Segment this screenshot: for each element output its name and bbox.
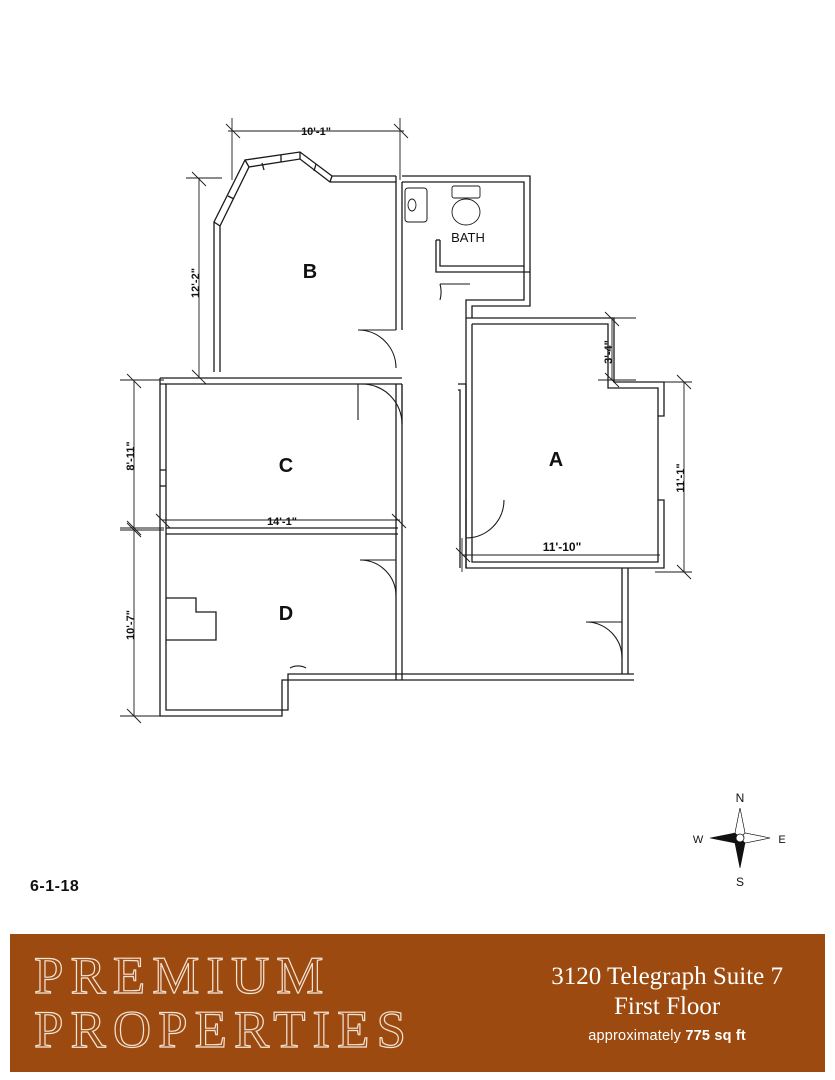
dimension-left-d: 10'-7" xyxy=(125,610,137,640)
dimension-left-b: 12'-2" xyxy=(190,268,202,298)
room-label-d: D xyxy=(278,603,294,625)
compass-west: W xyxy=(692,834,704,846)
room-label-c: C xyxy=(278,455,294,477)
property-floor: First Floor xyxy=(613,992,721,1020)
footer-banner xyxy=(10,934,825,1072)
dimension-top-b: 10'-1" xyxy=(301,126,331,138)
dimension-a-bottom: 11'-10" xyxy=(542,540,582,554)
brand-line-properties: PROPERTIES xyxy=(34,1001,413,1059)
dimension-left-c: 8'-11" xyxy=(125,441,137,471)
compass-north: N xyxy=(735,791,745,805)
door-swings xyxy=(290,284,622,668)
compass-east: E xyxy=(778,834,786,846)
dimension-a-right: 11'-1" xyxy=(675,463,687,493)
property-title-block xyxy=(551,962,803,1044)
date-stamp: 6-1-18 xyxy=(30,878,80,895)
dimension-a-right-upper: 3'-4" xyxy=(603,340,615,364)
property-area xyxy=(551,1028,783,1044)
walls xyxy=(160,152,664,716)
approx-prefix: approximately xyxy=(588,1028,686,1044)
dimension-lines xyxy=(120,118,692,723)
room-label-b: B xyxy=(302,261,318,283)
room-label-bath: BATH xyxy=(451,230,485,245)
compass-south: S xyxy=(735,875,745,889)
compass-rose xyxy=(693,791,786,889)
dimension-c-width: 14'-1" xyxy=(267,516,297,528)
room-label-a: A xyxy=(548,449,564,471)
brand-line-premium: PREMIUM xyxy=(34,946,331,1005)
approx-value: 775 sq ft xyxy=(685,1028,746,1044)
brand-logo xyxy=(34,946,413,1059)
property-address: 3120 Telegraph Suite 7 xyxy=(551,963,783,990)
